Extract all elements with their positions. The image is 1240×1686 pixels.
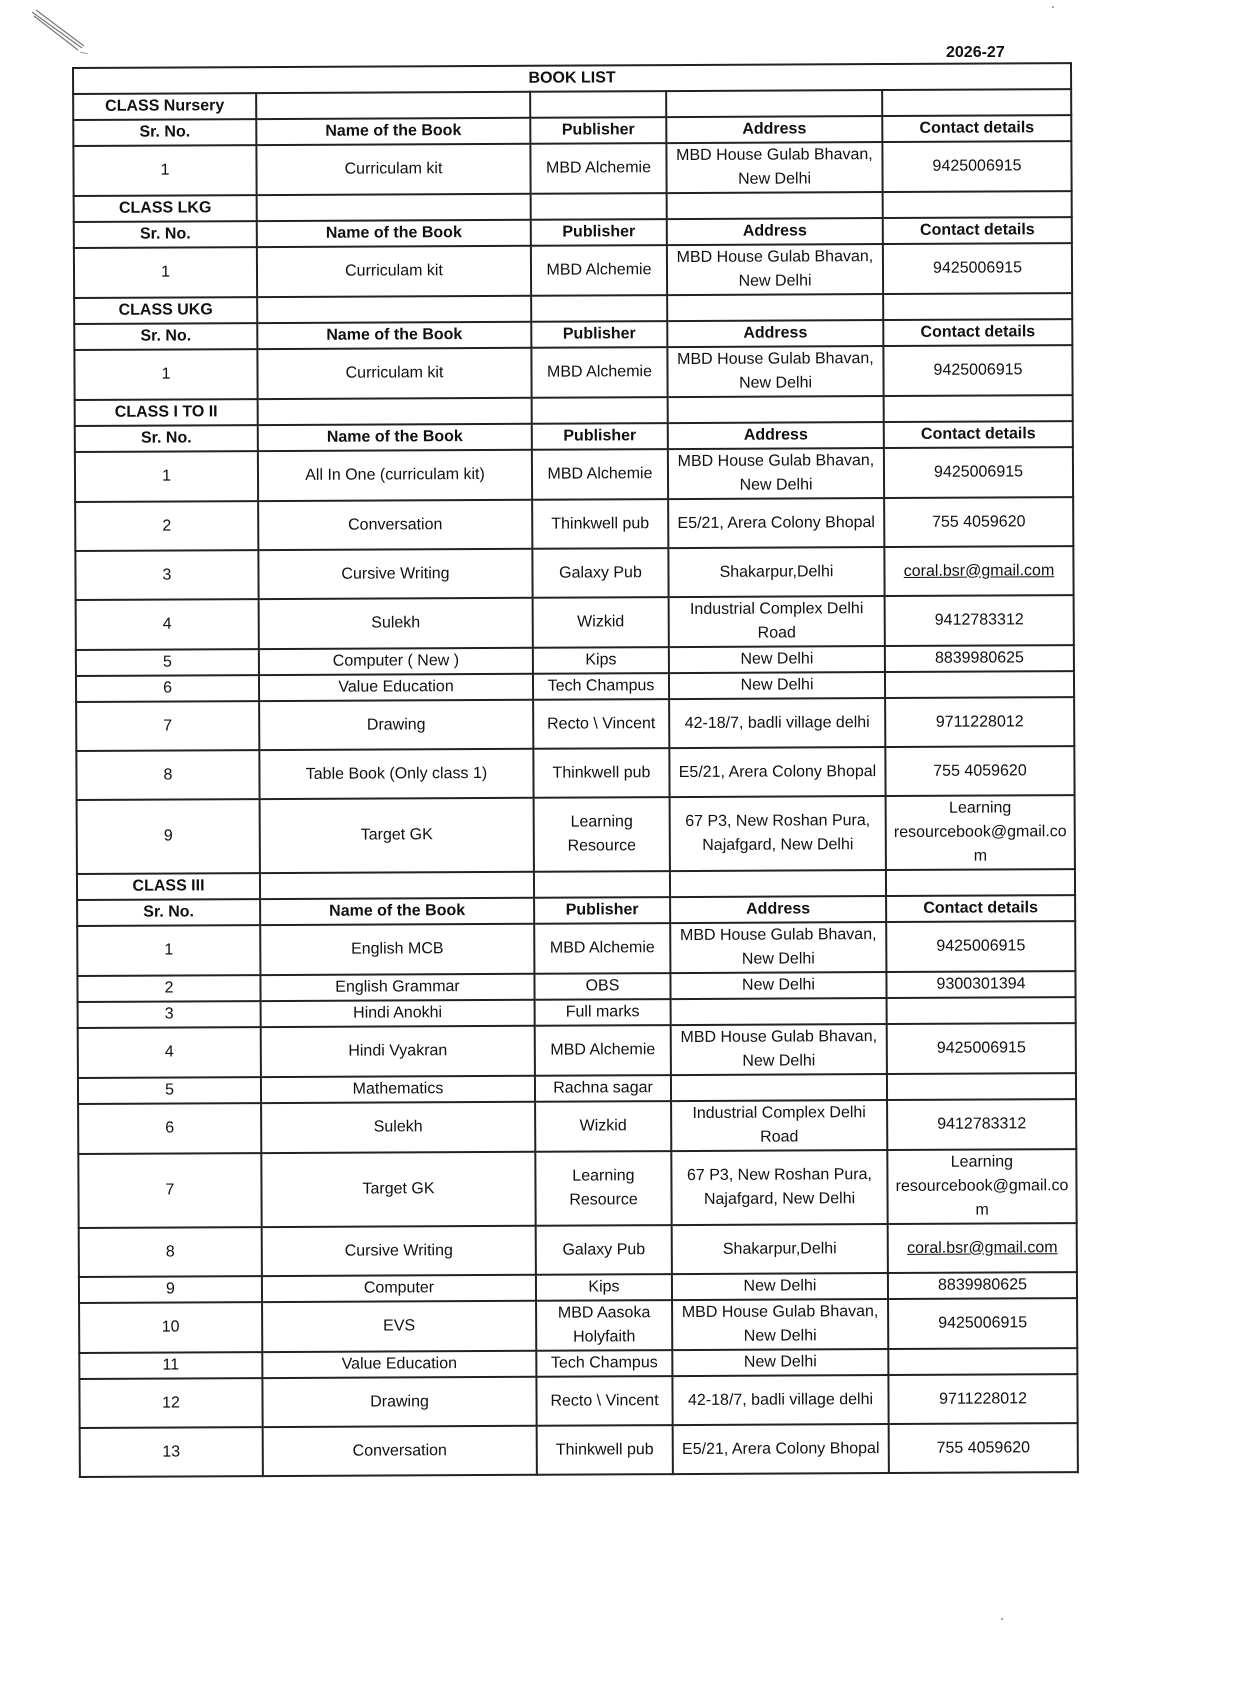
- column-header-contact: Contact details: [882, 115, 1071, 142]
- cell-address: MBD House Gulab Bhavan, New Delhi: [672, 1299, 888, 1350]
- column-header-contact: Contact details: [883, 217, 1072, 244]
- column-header-sr-no: Sr. No.: [75, 425, 258, 452]
- cell-contact: 9711228012: [888, 1374, 1077, 1424]
- empty-cell: [666, 90, 882, 117]
- cell-publisher: Thinkwell pub: [537, 1425, 673, 1475]
- cell-sr-no: 1: [74, 349, 257, 400]
- cell-sr-no: 1: [73, 145, 256, 196]
- cell-contact: 9711228012: [885, 697, 1074, 747]
- empty-cell: [257, 194, 531, 221]
- cell-publisher: OBS: [534, 973, 670, 1000]
- cell-contact: 755 4059620: [885, 746, 1074, 796]
- cell-sr-no: 1: [77, 925, 260, 976]
- cell-address: MBD House Gulab Bhavan, New Delhi: [668, 448, 884, 499]
- empty-cell: [257, 296, 531, 323]
- cell-contact: [888, 1348, 1077, 1375]
- book-list-body: [73, 63, 1078, 1477]
- cell-book-name: Conversation: [258, 500, 532, 550]
- cell-sr-no: 2: [75, 501, 258, 551]
- cell-contact: 9425006915: [887, 1023, 1076, 1074]
- cell-book-name: All In One (curriculam kit): [258, 450, 532, 501]
- table-row: [79, 1374, 1077, 1428]
- cell-address: New Delhi: [669, 672, 885, 699]
- cell-sr-no: 4: [78, 1027, 261, 1078]
- cell-address: 42-18/7, badli village delhi: [672, 1375, 888, 1425]
- cell-contact: 9300301394: [886, 971, 1075, 998]
- cell-book-name: Curriculam kit: [257, 348, 531, 399]
- table-row: [80, 1423, 1078, 1477]
- cell-sr-no: 7: [78, 1153, 261, 1228]
- cell-address: E5/21, Arera Colony Bhopal: [669, 747, 885, 797]
- cell-book-name: Hindi Anokhi: [261, 1000, 535, 1027]
- cell-address: MBD House Gulab Bhavan, New Delhi: [667, 346, 883, 397]
- empty-cell: [884, 395, 1073, 422]
- cell-address: Industrial Complex Delhi Road: [669, 596, 885, 647]
- cell-contact: [887, 997, 1076, 1024]
- cell-contact: 9425006915: [883, 345, 1072, 396]
- cell-book-name: Target GK: [261, 1152, 535, 1227]
- empty-cell: [882, 89, 1071, 116]
- column-header-publisher: Publisher: [531, 219, 667, 246]
- column-header-address: Address: [666, 116, 882, 143]
- cell-book-name: Curriculam kit: [256, 144, 530, 195]
- column-header-book-name: Name of the Book: [257, 220, 531, 247]
- table-row: [78, 1099, 1076, 1154]
- cell-address: E5/21, Arera Colony Bhopal: [673, 1424, 889, 1474]
- cell-contact: 9412783312: [885, 595, 1074, 646]
- column-header-sr-no: Sr. No.: [74, 221, 257, 248]
- column-header-sr-no: Sr. No.: [74, 323, 257, 350]
- column-header-address: Address: [667, 320, 883, 347]
- cell-publisher: MBD Alchemie: [532, 449, 668, 500]
- cell-publisher: Wizkid: [535, 1101, 671, 1152]
- cell-contact[interactable]: coral.bsr@gmail.com: [888, 1223, 1077, 1273]
- cell-book-name: Drawing: [259, 700, 533, 750]
- cell-publisher: Rachna sagar: [535, 1075, 671, 1102]
- empty-cell: [530, 91, 666, 118]
- cell-address: MBD House Gulab Bhavan, New Delhi: [667, 244, 883, 295]
- empty-cell: [886, 869, 1075, 896]
- cell-publisher: Tech Champus: [536, 1350, 672, 1377]
- cell-address: [671, 1074, 887, 1101]
- cell-book-name: Cursive Writing: [262, 1226, 536, 1276]
- cell-book-name: Sulekh: [261, 1102, 535, 1153]
- class-label: CLASS UKG: [74, 297, 257, 324]
- cell-contact: [887, 1073, 1076, 1100]
- cell-address: MBD House Gulab Bhavan, New Delhi: [670, 922, 886, 973]
- cell-sr-no: 6: [76, 675, 259, 702]
- cell-sr-no: 5: [78, 1077, 261, 1104]
- cell-book-name: Value Education: [262, 1351, 536, 1378]
- empty-cell: [260, 872, 534, 899]
- cell-publisher: Full marks: [535, 999, 671, 1026]
- column-header-contact: Contact details: [883, 319, 1072, 346]
- cell-sr-no: 9: [77, 799, 260, 874]
- scan-speck: [1001, 1618, 1003, 1620]
- cell-contact: 9425006915: [888, 1298, 1077, 1349]
- cell-address: MBD House Gulab Bhavan, New Delhi: [666, 142, 882, 193]
- empty-cell: [531, 295, 667, 322]
- table-row: [74, 345, 1072, 400]
- cell-address: New Delhi: [672, 1273, 888, 1300]
- table-row: [79, 1298, 1077, 1353]
- empty-cell: [532, 397, 668, 424]
- cell-sr-no: 6: [78, 1103, 261, 1154]
- cell-address: New Delhi: [670, 972, 886, 999]
- cell-publisher: Kips: [536, 1274, 672, 1301]
- academic-year: 2026-27: [946, 44, 1005, 61]
- cell-publisher: Galaxy Pub: [532, 548, 668, 598]
- scan-speck: [1052, 6, 1054, 8]
- cell-contact: [885, 671, 1074, 698]
- empty-cell: [668, 396, 884, 423]
- cell-publisher: Thinkwell pub: [533, 748, 669, 798]
- cell-publisher: Learning Resource: [535, 1151, 671, 1226]
- cell-address: Shakarpur,Delhi: [668, 547, 884, 597]
- cell-book-name: Conversation: [263, 1426, 537, 1476]
- cell-publisher: Recto \ Vincent: [533, 699, 669, 749]
- column-header-book-name: Name of the Book: [258, 424, 532, 451]
- table-title: BOOK LIST: [73, 63, 1071, 94]
- cell-publisher: MBD Alchemie: [534, 923, 670, 974]
- cell-book-name: Sulekh: [259, 598, 533, 649]
- cell-address: Shakarpur,Delhi: [672, 1224, 888, 1274]
- class-label: CLASS III: [77, 873, 260, 900]
- cell-sr-no: 2: [77, 975, 260, 1002]
- column-header-book-name: Name of the Book: [256, 118, 530, 145]
- cell-sr-no: 1: [74, 247, 257, 298]
- cell-book-name: Table Book (Only class 1): [259, 749, 533, 799]
- table-row: [76, 595, 1074, 650]
- cell-publisher: MBD Aasoka Holyfaith: [536, 1300, 672, 1351]
- cell-contact[interactable]: Learning resourcebook@gmail.com: [887, 1149, 1076, 1224]
- cell-book-name: Value Education: [259, 674, 533, 701]
- class-label: CLASS I TO II: [75, 399, 258, 426]
- cell-sr-no: 13: [80, 1427, 263, 1477]
- table-row: [77, 921, 1075, 976]
- cell-sr-no: 8: [79, 1227, 262, 1277]
- cell-book-name: Computer ( New ): [259, 648, 533, 675]
- cell-contact: 9425006915: [883, 243, 1072, 294]
- cell-address: [671, 998, 887, 1025]
- cell-sr-no: 11: [79, 1352, 262, 1379]
- cell-address: Industrial Complex Delhi Road: [671, 1100, 887, 1151]
- cell-book-name: Target GK: [260, 798, 534, 873]
- empty-cell: [667, 192, 883, 219]
- cell-address: 67 P3, New Roshan Pura, Najafgard, New Delhi: [670, 796, 886, 871]
- cell-book-name: Cursive Writing: [258, 549, 532, 599]
- column-header-address: Address: [668, 422, 884, 449]
- table-row: [77, 795, 1075, 874]
- cell-address: E5/21, Arera Colony Bhopal: [668, 498, 884, 548]
- cell-address: New Delhi: [669, 646, 885, 673]
- cell-sr-no: 10: [79, 1302, 262, 1353]
- empty-cell: [258, 398, 532, 425]
- column-header-book-name: Name of the Book: [260, 898, 534, 925]
- cell-address: 67 P3, New Roshan Pura, Najafgard, New Delhi: [671, 1150, 887, 1225]
- table-row: [75, 497, 1073, 551]
- cell-sr-no: 5: [76, 649, 259, 676]
- cell-sr-no: 9: [79, 1276, 262, 1303]
- cell-contact: 755 4059620: [889, 1423, 1078, 1473]
- column-header-publisher: Publisher: [530, 117, 666, 144]
- cell-contact[interactable]: coral.bsr@gmail.com: [884, 546, 1073, 596]
- cell-sr-no: 8: [76, 750, 259, 800]
- class-label: CLASS LKG: [74, 195, 257, 222]
- cell-address: New Delhi: [672, 1349, 888, 1376]
- cell-publisher: Learning Resource: [534, 797, 670, 872]
- cell-publisher: Tech Champus: [533, 673, 669, 700]
- cell-contact: 9425006915: [882, 141, 1071, 192]
- column-header-publisher: Publisher: [534, 897, 670, 924]
- class-label: CLASS Nursery: [73, 93, 256, 120]
- table-row: [75, 546, 1073, 600]
- cell-publisher: Wizkid: [533, 597, 669, 648]
- cell-publisher: Kips: [533, 647, 669, 674]
- pen-mark-icon: [30, 8, 90, 54]
- cell-publisher: MBD Alchemie: [531, 347, 667, 398]
- cell-publisher: MBD Alchemie: [530, 143, 666, 194]
- cell-sr-no: 1: [75, 451, 258, 502]
- table-row: [74, 243, 1072, 298]
- cell-book-name: EVS: [262, 1301, 536, 1352]
- cell-book-name: Curriculam kit: [257, 246, 531, 297]
- table-row: [75, 447, 1073, 502]
- table-row: [79, 1223, 1077, 1277]
- cell-contact: 8839980625: [888, 1272, 1077, 1299]
- empty-cell: [531, 193, 667, 220]
- cell-book-name: English MCB: [260, 924, 534, 975]
- column-header-publisher: Publisher: [532, 423, 668, 450]
- column-header-sr-no: Sr. No.: [73, 119, 256, 146]
- empty-cell: [256, 92, 530, 119]
- cell-sr-no: 12: [79, 1378, 262, 1428]
- column-header-contact: Contact details: [886, 895, 1075, 922]
- cell-sr-no: 4: [76, 599, 259, 650]
- cell-publisher: MBD Alchemie: [535, 1025, 671, 1076]
- cell-publisher: Recto \ Vincent: [536, 1376, 672, 1426]
- cell-book-name: English Grammar: [260, 974, 534, 1001]
- cell-book-name: Computer: [262, 1275, 536, 1302]
- cell-publisher: Galaxy Pub: [536, 1225, 672, 1275]
- cell-publisher: Thinkwell pub: [532, 499, 668, 549]
- column-header-contact: Contact details: [884, 421, 1073, 448]
- column-header-book-name: Name of the Book: [257, 322, 531, 349]
- cell-book-name: Drawing: [262, 1377, 536, 1427]
- cell-contact: 9425006915: [884, 447, 1073, 498]
- table-row: [76, 697, 1074, 751]
- column-header-address: Address: [670, 896, 886, 923]
- empty-cell: [883, 191, 1072, 218]
- empty-cell: [883, 293, 1072, 320]
- cell-address: MBD House Gulab Bhavan, New Delhi: [671, 1024, 887, 1075]
- column-header-sr-no: Sr. No.: [77, 899, 260, 926]
- table-row: [78, 1023, 1076, 1078]
- empty-cell: [534, 871, 670, 898]
- empty-cell: [667, 294, 883, 321]
- table-row: [78, 1149, 1076, 1228]
- cell-book-name: Mathematics: [261, 1076, 535, 1103]
- empty-cell: [670, 870, 886, 897]
- table-row: [73, 141, 1071, 196]
- cell-contact: 9425006915: [886, 921, 1075, 972]
- cell-contact[interactable]: Learning resourcebook@gmail.com: [886, 795, 1075, 870]
- cell-contact: 755 4059620: [884, 497, 1073, 547]
- cell-sr-no: 7: [76, 701, 259, 751]
- cell-publisher: MBD Alchemie: [531, 245, 667, 296]
- cell-book-name: Hindi Vyakran: [261, 1026, 535, 1077]
- cell-address: 42-18/7, badli village delhi: [669, 698, 885, 748]
- cell-sr-no: 3: [75, 550, 258, 600]
- book-list-table: [72, 62, 1079, 1478]
- cell-contact: 8839980625: [885, 645, 1074, 672]
- cell-sr-no: 3: [78, 1001, 261, 1028]
- column-header-publisher: Publisher: [531, 321, 667, 348]
- cell-contact: 9412783312: [887, 1099, 1076, 1150]
- column-header-address: Address: [667, 218, 883, 245]
- table-row: [76, 746, 1074, 800]
